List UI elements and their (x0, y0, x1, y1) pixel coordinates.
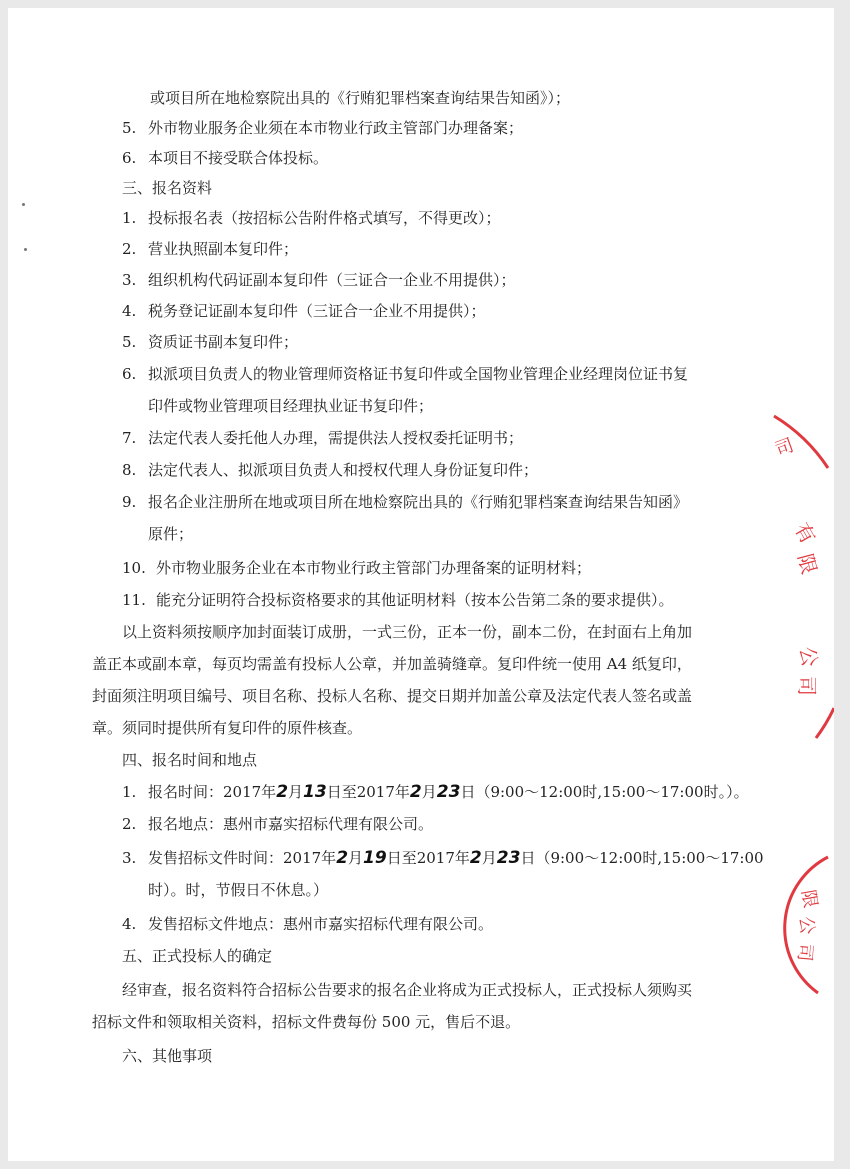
item-number: 2. (122, 240, 137, 258)
stamp-char: 公 (795, 644, 823, 669)
list-item (122, 428, 523, 448)
item-text: 发售招标文件地点：惠州市嘉实招标代理有限公司。 (148, 915, 494, 933)
sale-time-item (122, 848, 764, 868)
note-line: 章。须同时提供所有复印件的原件核查。 (92, 719, 363, 737)
document-page (8, 8, 834, 1161)
item-text: 税务登记证副本复印件（三证合一企业不用提供）； (148, 302, 486, 320)
note-line: 封面须注明项目编号、项目名称、投标人名称、提交日期并加盖公章及法定代表人签名或盖 (92, 687, 693, 705)
item-number: 10. (122, 559, 146, 577)
item-text: 资质证书副本复印件； (148, 333, 299, 351)
stamp-char: 限 (797, 888, 821, 910)
handwritten-month: 2 (409, 782, 422, 802)
handwritten-month: 2 (336, 848, 349, 868)
item-number: 3. (122, 271, 137, 289)
handwritten-day: 23 (436, 782, 461, 802)
item-text: 报名地点：惠州市嘉实招标代理有限公司。 (148, 815, 434, 833)
list-item (122, 239, 298, 259)
scan-mark (24, 248, 27, 251)
list-item (122, 364, 688, 384)
list-item (122, 558, 591, 578)
item-number: 9. (122, 493, 137, 511)
scan-mark (22, 203, 25, 206)
time-prefix: 发售招标文件时间：2017年 (148, 849, 337, 867)
item-number: 4. (122, 302, 137, 320)
item-number: 4. (122, 915, 137, 933)
company-seal-stamp (778, 853, 834, 1003)
item-number: 5. (122, 119, 137, 137)
stamp-char: 司 (772, 434, 797, 461)
handwritten-day: 19 (363, 848, 387, 868)
note-line: 以上资料须按顺序加封面装订成册，一式三份，正本一份，副本二份，在封面右上角加 (122, 623, 693, 641)
item-number: 6. (122, 149, 137, 167)
handwritten-day: 13 (303, 782, 327, 802)
handwritten-day: 23 (496, 848, 521, 868)
item-text: 法定代表人委托他人办理，需提供法人授权委托证明书； (148, 429, 524, 447)
stamp-char: 公 (795, 915, 818, 936)
time-prefix: 报名时间：2017年 (148, 783, 277, 801)
handwritten-month: 2 (276, 782, 289, 802)
item-text: 外市物业服务企业在本市物业行政主管部门办理备案的证明材料； (156, 559, 592, 577)
item-number: 1. (122, 783, 137, 801)
item-text: 外市物业服务企业须在本市物业行政主管部门办理备案； (148, 119, 524, 137)
item-continuation: 时）。时，节假日不休息。） (148, 881, 329, 899)
item-continuation: 原件； (148, 525, 194, 543)
list-item (122, 460, 538, 480)
item-number: 5. (122, 333, 137, 351)
time-text: 月 (348, 849, 364, 867)
paragraph-line: 招标文件和领取相关资料，招标文件费每份 500 元，售后不退。 (92, 1013, 521, 1031)
list-item (122, 270, 516, 290)
list-item (122, 492, 688, 512)
item-number: 6. (122, 365, 137, 383)
item-number: 11. (122, 591, 146, 609)
time-text: 日至2017年 (386, 849, 470, 867)
time-text: 月 (421, 783, 437, 801)
stamp-char: 司 (793, 942, 816, 963)
item-text: 拟派项目负责人的物业管理师资格证书复印件或全国物业管理企业经理岗位证书复 (148, 365, 689, 383)
continuation-line: 或项目所在地检察院出具的《行贿犯罪档案查询结果告知函》）； (150, 89, 571, 107)
list-item (122, 148, 328, 168)
time-text: 月 (288, 783, 304, 801)
section-heading: 三、报名资料 (122, 179, 213, 197)
note-line: 盖正本或副本章，每页均需盖有投标人公章，并加盖骑缝章。复印件统一使用 A4 纸复印， (92, 655, 692, 673)
item-text: 营业执照副本复印件； (148, 240, 299, 258)
item-text: 组织机构代码证副本复印件（三证合一企业不用提供）； (148, 271, 516, 289)
item-text: 报名企业注册所在地或项目所在地检察院出具的《行贿犯罪档案查询结果告知函》 (148, 493, 689, 511)
list-item (122, 118, 523, 138)
stamp-char: 限 (793, 551, 822, 577)
item-text: 本项目不接受联合体投标。 (148, 149, 329, 167)
handwritten-month: 2 (469, 848, 482, 868)
time-suffix: 日（9:00～12:00时,15:00～17:00 (520, 849, 764, 867)
time-suffix: 日（9:00～12:00时,15:00～17:00时。）。 (460, 783, 749, 801)
item-number: 1. (122, 209, 137, 227)
item-number: 2. (122, 815, 137, 833)
list-item (122, 301, 486, 321)
item-text: 能充分证明符合投标资格要求的其他证明材料（按本公告第二条的要求提供）。 (156, 591, 674, 609)
item-number: 8. (122, 461, 137, 479)
item-number: 7. (122, 429, 137, 447)
list-item (122, 814, 433, 834)
list-item (122, 208, 501, 228)
item-text: 投标报名表（按招标公告附件格式填写，不得更改）； (148, 209, 501, 227)
item-number: 3. (122, 849, 137, 867)
section-heading: 六、其他事项 (122, 1047, 213, 1065)
registration-time-item (122, 782, 749, 802)
list-item (122, 590, 674, 610)
section-heading: 四、报名时间和地点 (122, 751, 258, 769)
item-continuation: 印件或物业管理项目经理执业证书复印件； (148, 397, 434, 415)
list-item (122, 914, 493, 934)
item-text: 法定代表人、拟派项目负责人和授权代理人身份证复印件； (148, 461, 539, 479)
time-text: 月 (481, 849, 497, 867)
time-text: 日至2017年 (326, 783, 410, 801)
section-heading: 五、正式投标人的确定 (122, 947, 273, 965)
list-item (122, 332, 298, 352)
company-seal-stamp (756, 408, 834, 768)
stamp-char: 有 (789, 518, 821, 548)
paragraph-line: 经审查，报名资料符合招标公告要求的报名企业将成为正式投标人，正式投标人须购买 (122, 981, 693, 999)
stamp-char: 司 (795, 676, 819, 696)
